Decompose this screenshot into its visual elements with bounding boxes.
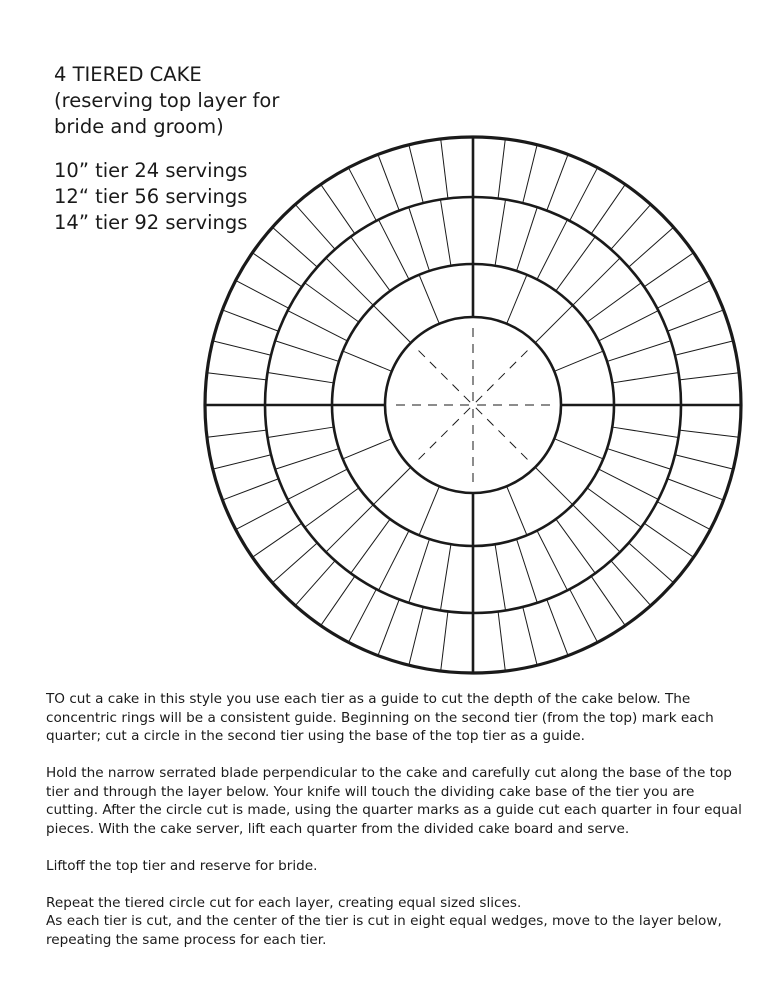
third-tier-slice-cut xyxy=(607,341,671,362)
third-tier-slice-cut xyxy=(495,544,505,610)
bottom-tier-slice-cut xyxy=(213,455,271,469)
bottom-tier-slice-cut xyxy=(498,611,505,671)
third-tier-slice-cut xyxy=(440,200,450,266)
servings-10-inch: 10” tier 24 servings xyxy=(54,159,248,182)
top-tier-slice-cut xyxy=(414,408,471,465)
third-tier-slice-cut xyxy=(599,311,659,341)
bottom-tier-slice-cut xyxy=(547,154,568,210)
bottom-tier-slice-cut xyxy=(272,543,317,583)
bottom-tier-slice-cut xyxy=(321,576,355,625)
third-tier-slice-cut xyxy=(326,505,373,552)
bottom-tier-slice-cut xyxy=(657,502,710,530)
bottom-tier-slice-cut xyxy=(679,430,739,437)
third-tier-slice-cut xyxy=(587,283,641,322)
third-tier-slice-cut xyxy=(612,427,678,437)
bottom-tier-slice-cut xyxy=(252,523,301,557)
third-tier-slice-cut xyxy=(537,220,567,280)
bottom-tier-slice-cut xyxy=(667,310,723,331)
bottom-tier-slice-cut xyxy=(675,341,733,355)
bottom-tier-slice-cut xyxy=(348,168,376,221)
bottom-tier-slice-cut xyxy=(441,139,448,199)
third-tier-slice-cut xyxy=(379,220,409,280)
instruction-paragraph-1: TO cut a cake in this style you use each tier as a guide to cut the depth of the cake below. The concentric rings will be a consistent guide. Beginning on the second tier (from the top) mark each quarter; cut a circle in the second tier using the base of the top tier as a guide. xyxy=(46,691,714,744)
third-tier-slice-cut xyxy=(517,539,538,603)
bottom-tier-slice-cut xyxy=(611,561,651,606)
third-tier-slice-cut xyxy=(556,237,595,291)
bottom-tier-slice-cut xyxy=(644,253,693,287)
second-tier-slice-cut xyxy=(507,275,527,324)
bottom-tier-slice-cut xyxy=(252,253,301,287)
third-tier-slice-cut xyxy=(495,200,505,266)
bottom-tier-slice-cut xyxy=(272,227,317,267)
bottom-tier-slice-cut xyxy=(295,561,335,606)
bottom-tier-slice-cut xyxy=(409,607,423,665)
second-tier-slice-cut xyxy=(373,305,410,342)
bottom-tier-slice-cut xyxy=(207,430,267,437)
third-tier-slice-cut xyxy=(409,207,430,271)
bottom-tier-slice-cut xyxy=(213,341,271,355)
instruction-paragraph-4: Repeat the tiered circle cut for each layer, creating equal sized slices. xyxy=(46,894,522,911)
bottom-tier-slice-cut xyxy=(441,611,448,671)
third-tier-slice-cut xyxy=(379,531,409,591)
third-tier-slice-cut xyxy=(607,449,671,470)
third-tier-slice-cut xyxy=(537,531,567,591)
title-line-1: 4 TIERED CAKE xyxy=(54,63,202,86)
top-tier-slice-cut xyxy=(476,346,533,403)
third-tier-slice-cut xyxy=(409,539,430,603)
second-tier-slice-cut xyxy=(554,439,603,459)
bottom-tier-slice-cut xyxy=(498,139,505,199)
third-tier-slice-cut xyxy=(288,311,348,341)
instruction-paragraph-5: As each tier is cut, and the center of the tier is cut in eight equal wedges, move to the layer below, repeating the same process for each tier. xyxy=(46,913,722,948)
title-line-2: (reserving top layer for xyxy=(54,89,280,112)
third-tier-slice-cut xyxy=(326,258,373,305)
third-tier-slice-cut xyxy=(305,283,359,322)
bottom-tier-slice-cut xyxy=(523,145,537,203)
second-tier-slice-cut xyxy=(535,305,572,342)
top-tier-ring xyxy=(385,317,561,493)
instruction-paragraph-2: Hold the narrow serrated blade perpendicular to the cake and carefully cut along the base of the top tier and through the layer below. Your knife will touch the dividing cake base of the tier you are cutting. After the circle cut is made, using the quarter marks as a guide cut each quarter in four equal pieces. With the cake server, lift each quarter from the divided cake board and serve. xyxy=(46,765,742,837)
bottom-tier-slice-cut xyxy=(629,227,674,267)
servings-14-inch: 14” tier 92 servings xyxy=(54,211,248,234)
bottom-tier-slice-cut xyxy=(207,373,267,380)
bottom-tier-slice-cut xyxy=(378,599,399,655)
bottom-tier-slice-cut xyxy=(629,543,674,583)
third-tier-slice-cut xyxy=(517,207,538,271)
bottom-tier-slice-cut xyxy=(570,168,598,221)
bottom-tier-slice-cut xyxy=(679,373,739,380)
second-tier-slice-cut xyxy=(343,351,392,371)
third-tier-slice-cut xyxy=(268,372,334,382)
third-tier-slice-cut xyxy=(573,258,620,305)
bottom-tier-slice-cut xyxy=(591,184,625,233)
top-tier-slice-cut xyxy=(414,346,471,403)
second-tier-slice-cut xyxy=(507,486,527,535)
third-tier-slice-cut xyxy=(288,469,348,499)
third-tier-slice-cut xyxy=(573,505,620,552)
bottom-tier-slice-cut xyxy=(236,502,289,530)
servings-12-inch: 12“ tier 56 servings xyxy=(54,185,248,208)
bottom-tier-slice-cut xyxy=(321,184,355,233)
third-tier-slice-cut xyxy=(351,237,390,291)
bottom-tier-slice-cut xyxy=(667,479,723,500)
bottom-tier-slice-cut xyxy=(378,154,399,210)
third-tier-slice-cut xyxy=(305,488,359,527)
bottom-tier-slice-cut xyxy=(348,589,376,642)
second-tier-slice-cut xyxy=(419,486,439,535)
second-tier-slice-cut xyxy=(343,439,392,459)
third-tier-slice-cut xyxy=(556,519,595,573)
third-tier-slice-cut xyxy=(440,544,450,610)
bottom-tier-slice-cut xyxy=(591,576,625,625)
third-tier-slice-cut xyxy=(275,449,339,470)
cutting-instructions xyxy=(46,690,746,968)
tier-cuts xyxy=(205,137,741,673)
second-tier-slice-cut xyxy=(554,351,603,371)
bottom-tier-slice-cut xyxy=(675,455,733,469)
third-tier-slice-cut xyxy=(612,372,678,382)
third-tier-slice-cut xyxy=(351,519,390,573)
bottom-tier-slice-cut xyxy=(657,280,710,308)
third-tier-slice-cut xyxy=(275,341,339,362)
bottom-tier-slice-cut xyxy=(644,523,693,557)
third-tier-slice-cut xyxy=(587,488,641,527)
second-tier-slice-cut xyxy=(535,467,572,504)
bottom-tier-slice-cut xyxy=(611,204,651,249)
bottom-tier-slice-cut xyxy=(547,599,568,655)
top-tier-slice-cut xyxy=(476,408,533,465)
bottom-tier-slice-cut xyxy=(222,310,278,331)
instruction-paragraph-3: Liftoff the top tier and reserve for bride. xyxy=(46,857,318,874)
bottom-tier-slice-cut xyxy=(570,589,598,642)
third-tier-slice-cut xyxy=(599,469,659,499)
bottom-tier-slice-cut xyxy=(222,479,278,500)
bottom-tier-slice-cut xyxy=(523,607,537,665)
second-tier-slice-cut xyxy=(419,275,439,324)
bottom-tier-slice-cut xyxy=(236,280,289,308)
bottom-tier-slice-cut xyxy=(295,204,335,249)
third-tier-slice-cut xyxy=(268,427,334,437)
second-tier-slice-cut xyxy=(373,467,410,504)
bottom-tier-slice-cut xyxy=(409,145,423,203)
title-line-3: bride and groom) xyxy=(54,115,224,138)
